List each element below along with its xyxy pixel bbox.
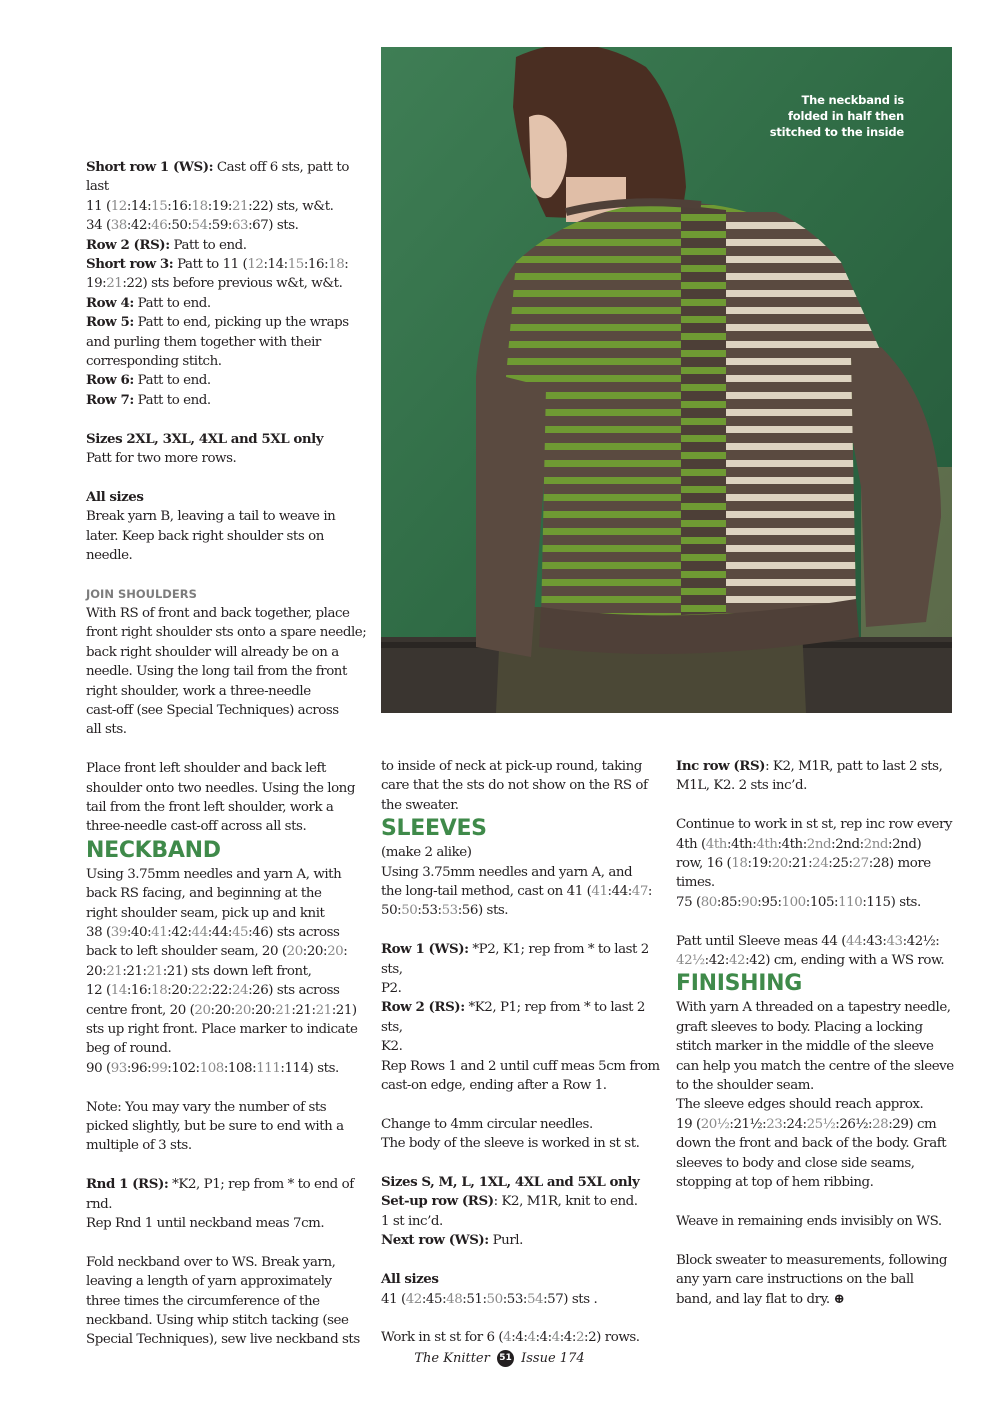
column-3: Inc row (RS): K2, M1R, patt to last 2 sts, M1L, K2. 2 sts inc’d. Continue to work in st st, rep inc row every 4th (4th:4th:4th:4th:2nd:2nd:2nd:2nd) row, 16 (18:19:20:21:24:25:27:28) more times. 75 (80:85:90:95:100:105:110:115) sts. Patt until Sleeve meas 44 (44:43:43:42½: 42½:42:42:42) cm, ending with a WS row. FINISHING With yarn A threaded on a tapestry needle, graft sleeves to body. Placing a locking stitch marker in the middle of the sleeve can help you match the centre of the sleeve to the shoulder seam. The sleeve edges should reach approx. 19 (20½:21½:23:24:25½:26½:28:29) cm down the front and back of the body. Graft sleeves to body and close side seams, stopping at top of hem ribbing. Weave in remaining ends invisibly on WS. Block sweater to measurements, following any yarn care instructions on the ball band, and lay flat to dry. ⊕ [676, 757, 961, 1309]
row-4: Row 4: Patt to end. [86, 294, 211, 311]
finishing-heading: FINISHING [676, 971, 803, 997]
short-row-1: Short row 1 (WS): Cast off 6 sts, patt to last [86, 159, 349, 195]
page-footer [0, 1350, 999, 1367]
sleeve-row-2: Row 2 (RS): *K2, P1; rep from * to last 2 sts, [381, 999, 645, 1035]
page-number: 51 [497, 1350, 514, 1367]
photo-caption: The neckband is folded in half then stitched to the inside [769, 93, 904, 139]
all-sizes-heading: All sizes [86, 488, 144, 505]
row-5: Row 5: Patt to end, picking up the wraps [86, 314, 349, 331]
sizes-sleeve-heading: Sizes S, M, L, 1XL, 4XL and 5XL only [381, 1174, 640, 1191]
sweater-photo-illustration [381, 47, 952, 713]
centre-panel [681, 205, 726, 615]
join-shoulders-heading: JOIN SHOULDERS [86, 586, 197, 601]
end-mark-icon: ⊕ [833, 1290, 845, 1307]
magazine-name: The Knitter [414, 1351, 490, 1366]
sleeve-all-sizes-heading: All sizes [381, 1271, 439, 1288]
column-2: to inside of neck at pick-up round, taking care that the sts do not show on the RS of the sweater. SLEEVES (make 2 alike) Using 3.75mm needles and yarn A, and the long-tail method, cast on 41 (41:44:47: 50:50:53:53:56) sts. Row 1 (WS): *P2, K1; rep from * to last 2 sts, P2. Row 2 (RS): *K2, P1; rep from * to last 2 sts, K2. Rep Rows 1 and 2 until cuff meas 5cm from cast-on edge, ending after a Row 1. Change to 4mm circular needles. The body of the sleeve is worked in st st. Sizes S, M, L, 1XL, 4XL and 5XL only Set-up row (RS): K2, M1R, knit to end. 1 st inc’d. Next row (WS): Purl. All sizes 41 (42:45:48:51:50:53:54:57) sts . Work in st st for 6 (4:4:4:4:4:4:2:2) rows. [381, 757, 666, 1348]
neckband-heading: NECKBAND [86, 837, 221, 863]
sweater-photo [381, 47, 952, 713]
sizes-2xl-heading: Sizes 2XL, 3XL, 4XL and 5XL only [86, 430, 324, 447]
row-7: Row 7: Patt to end. [86, 391, 211, 408]
inc-row: Inc row (RS): K2, M1R, patt to last 2 sts, [676, 758, 943, 774]
sleeve-row-1: Row 1 (WS): *P2, K1; rep from * to last 2 sts, [381, 941, 649, 977]
sleeves-heading: SLEEVES [381, 816, 487, 842]
row-6: Row 6: Patt to end. [86, 372, 211, 389]
short-row-3: Short row 3: Patt to 11 (12:14:15:16:18: [86, 256, 349, 273]
rnd-1: Rnd 1 (RS): *K2, P1; rep from * to end of rnd. [86, 1176, 354, 1212]
row-2: Row 2 (RS): Patt to end. [86, 236, 247, 253]
next-row: Next row (WS): Purl. [381, 1232, 523, 1249]
setup-row: Set-up row (RS): K2, M1R, knit to end. [381, 1193, 638, 1210]
issue-number: Issue 174 [521, 1351, 585, 1366]
column-1: Short row 1 (WS): Cast off 6 sts, patt to last 11 (12:14:15:16:18:19:21:22) sts, w&t. 34 (38:42:46:50:54:59:63:67) sts. Row 2 (RS): Patt to end. Short row 3: Patt to 11 (12:14:15:16:18: 19:21:22) sts before previous w&t, w&t. Row 4: Patt to end. Row 5: Patt to end, picking up the wraps and purling them together with their corresponding stitch. Row 6: Patt to end. Row 7: Patt to end. Sizes 2XL, 3XL, 4XL and 5XL only Patt for two more rows. All sizes Break yarn B, leaving a tail to weave in later. Keep back right shoulder sts on needle. JOIN SHOULDERS With RS of front and back together, place front right shoulder sts onto a spare needle; back right shoulder will already be on a needle. Using the long tail from the front right shoulder, work a three-needle cast-off (see Special Techniques) across all sts. Place front left shoulder and back left shoulder onto two needles. Using the long tail from the front left shoulder, work a three-needle cast-off across all sts. NECKBAND Using 3.75mm needles and yarn A, with back RS facing, and beginning at the right shoulder seam, pick up and knit 38 (39:40:41:42:44:44:45:46) sts across back to left shoulder seam, 20 (20:20:20: 20:21:21:21:21) sts down left front, 12 (14:16:18:20:22:22:24:26) sts across centre front, 20 (20:20:20:20:21:21:21:21) sts up right front. Place marker to indicate beg of round. 90 (93:96:99:102:108:108:111:114) sts. Note: You may vary the number of sts picked slightly, but be sure to end with a multiple of 3 sts. Rnd 1 (RS): *K2, P1; rep from * to end of rnd. Rep Rnd 1 until neckband meas 7cm. Fold neckband over to WS. Break yarn, leaving a length of yarn approximately three times the circumference of the neckband. Using whip stitch tacking (see Special Techniques), sew live neckband sts [86, 158, 371, 1350]
